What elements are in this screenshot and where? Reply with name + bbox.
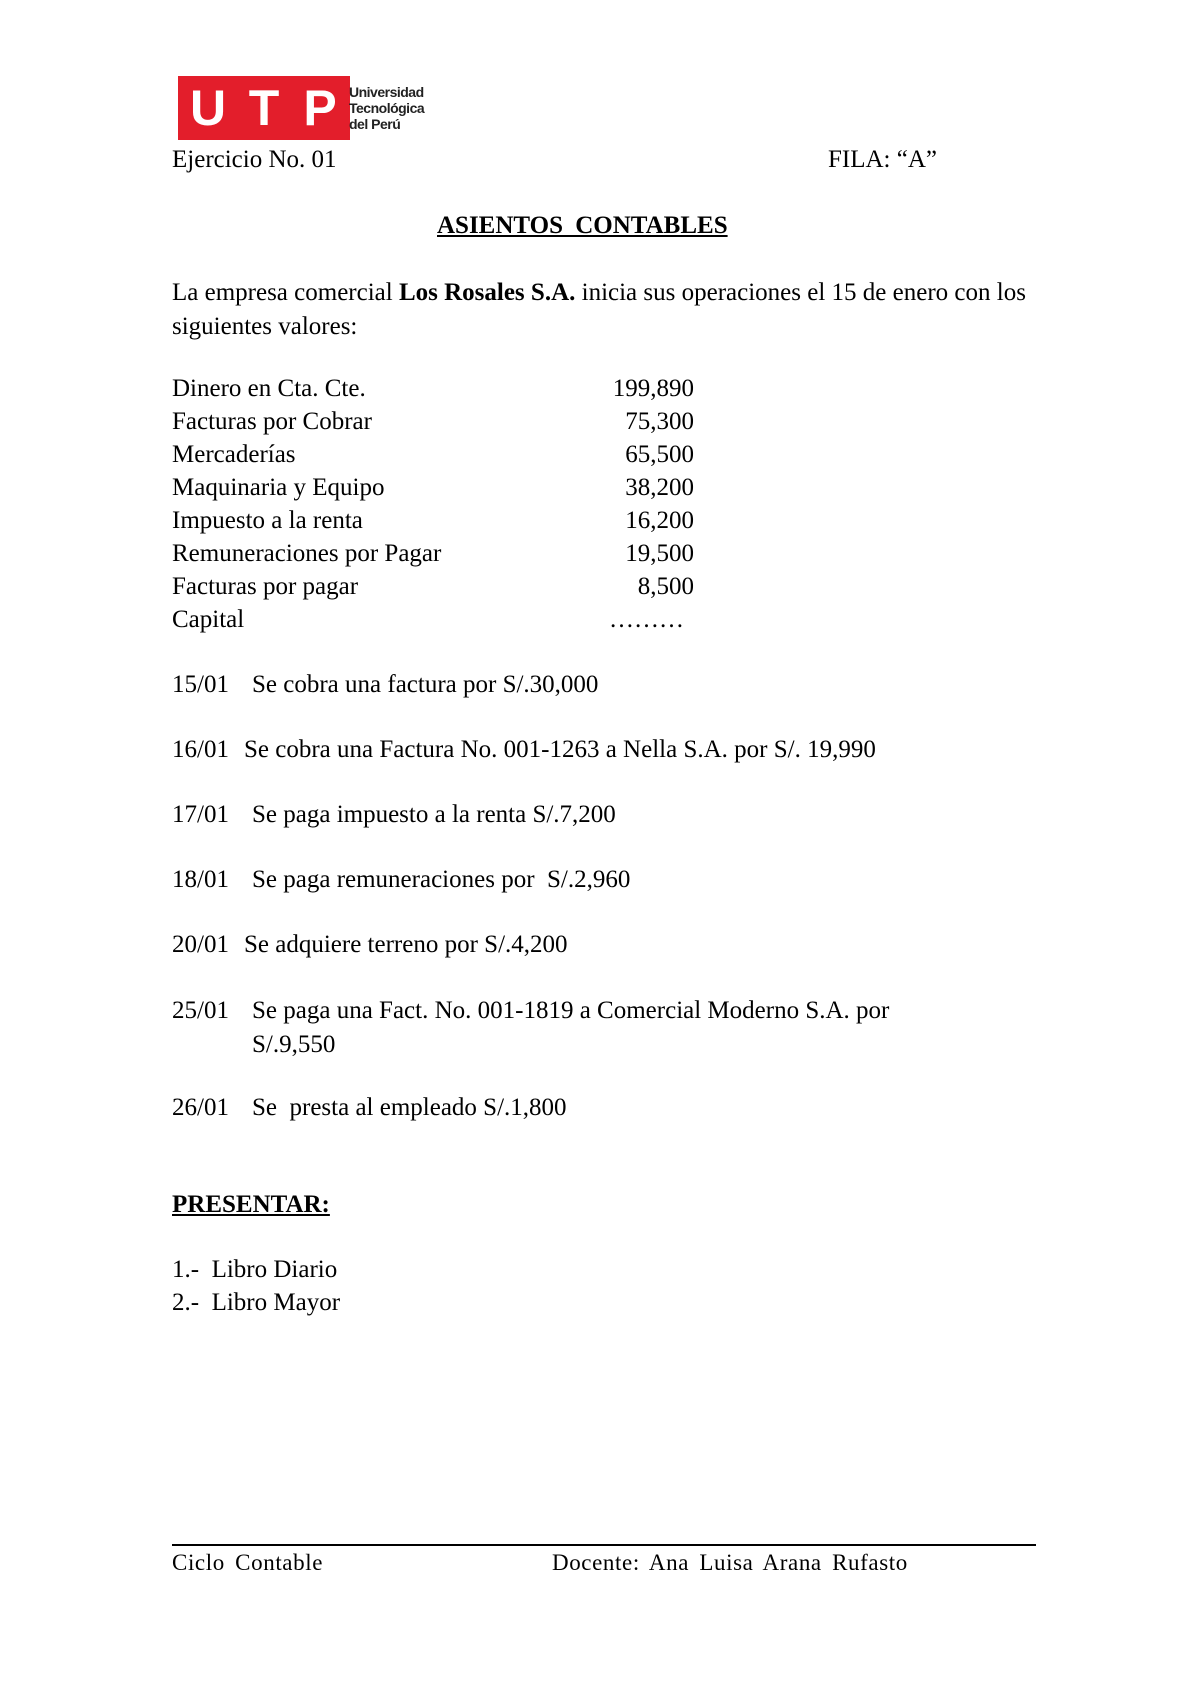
row-label: FILA: “A” [828,146,937,173]
balance-value: 65,500 [625,441,694,468]
footer-divider [172,1544,1036,1546]
footer-course: Ciclo Contable [172,1550,324,1575]
entry-item [172,866,630,894]
balance-value: ……… [609,606,684,633]
entry-item [172,736,876,764]
intro-before: La empresa comercial [172,279,399,306]
balance-label: Dinero en Cta. Cte. [172,375,366,402]
entry-text: Se paga una Fact. No. 001-1819 a Comercial Moderno S.A. por [252,997,890,1024]
entry-date: 17/01 [172,801,229,828]
balance-label: Impuesto a la renta [172,507,363,534]
entry-item [172,994,1002,1062]
logo-letter-p: P [290,76,350,140]
logo-line-3: del Perú [349,116,401,132]
entry-item [172,801,616,829]
logo-letter-u: U [178,76,238,140]
balance-value: 75,300 [625,408,694,435]
balance-value: 16,200 [625,507,694,534]
entry-date: 15/01 [172,671,229,698]
logo-wordmark [349,84,424,132]
logo-line-2: Tecnológica [349,100,425,116]
entry-text: Se presta al empleado S/.1,800 [252,1094,567,1121]
entry-text: Se cobra una factura por S/.30,000 [252,671,599,698]
entry-text: Se adquiere terreno por S/.4,200 [244,931,568,958]
entry-date: 18/01 [172,866,229,893]
present-item: 1.- Libro Diario [172,1256,338,1283]
intro-paragraph [172,276,1032,344]
logo-line-1: Universidad [349,84,424,100]
entry-text: Se paga impuesto a la renta S/.7,200 [252,801,616,828]
entry-date: 20/01 [172,931,229,958]
footer-teacher: Docente: Ana Luisa Arana Rufasto [552,1550,908,1575]
balance-label: Capital [172,606,245,633]
entry-date: 25/01 [172,997,229,1024]
intro-after: inicia sus operaciones el 15 de enero con los siguientes valores: [172,279,1026,340]
balance-value: 38,200 [625,474,694,501]
balance-label: Facturas por pagar [172,573,359,600]
entry-item [172,1094,567,1122]
balance-value: 19,500 [625,540,694,567]
balance-value: 8,500 [637,573,694,600]
entry-date: 26/01 [172,1094,229,1121]
present-item: 2.- Libro Mayor [172,1289,341,1316]
exercise-number: Ejercicio No. 01 [172,146,337,173]
logo-letter-t: T [234,76,294,140]
entry-text-continued: S/.9,550 [252,1031,336,1058]
balance-label: Remuneraciones por Pagar [172,540,442,567]
entry-text: Se paga remuneraciones por S/.2,960 [252,866,631,893]
balance-value: 199,890 [612,375,694,402]
company-name: Los Rosales S.A. [398,279,576,306]
balance-label: Facturas por Cobrar [172,408,372,435]
entry-item [172,931,568,959]
present-heading: PRESENTAR: [172,1191,330,1218]
entry-item [172,671,598,699]
entry-text: Se cobra una Factura No. 001-1263 a Nella S.A. por S/. 19,990 [244,736,876,763]
document-title: ASIENTOS CONTABLES [437,212,728,239]
balance-label: Maquinaria y Equipo [172,474,385,501]
entry-date: 16/01 [172,736,229,763]
balance-label: Mercaderías [172,441,296,468]
